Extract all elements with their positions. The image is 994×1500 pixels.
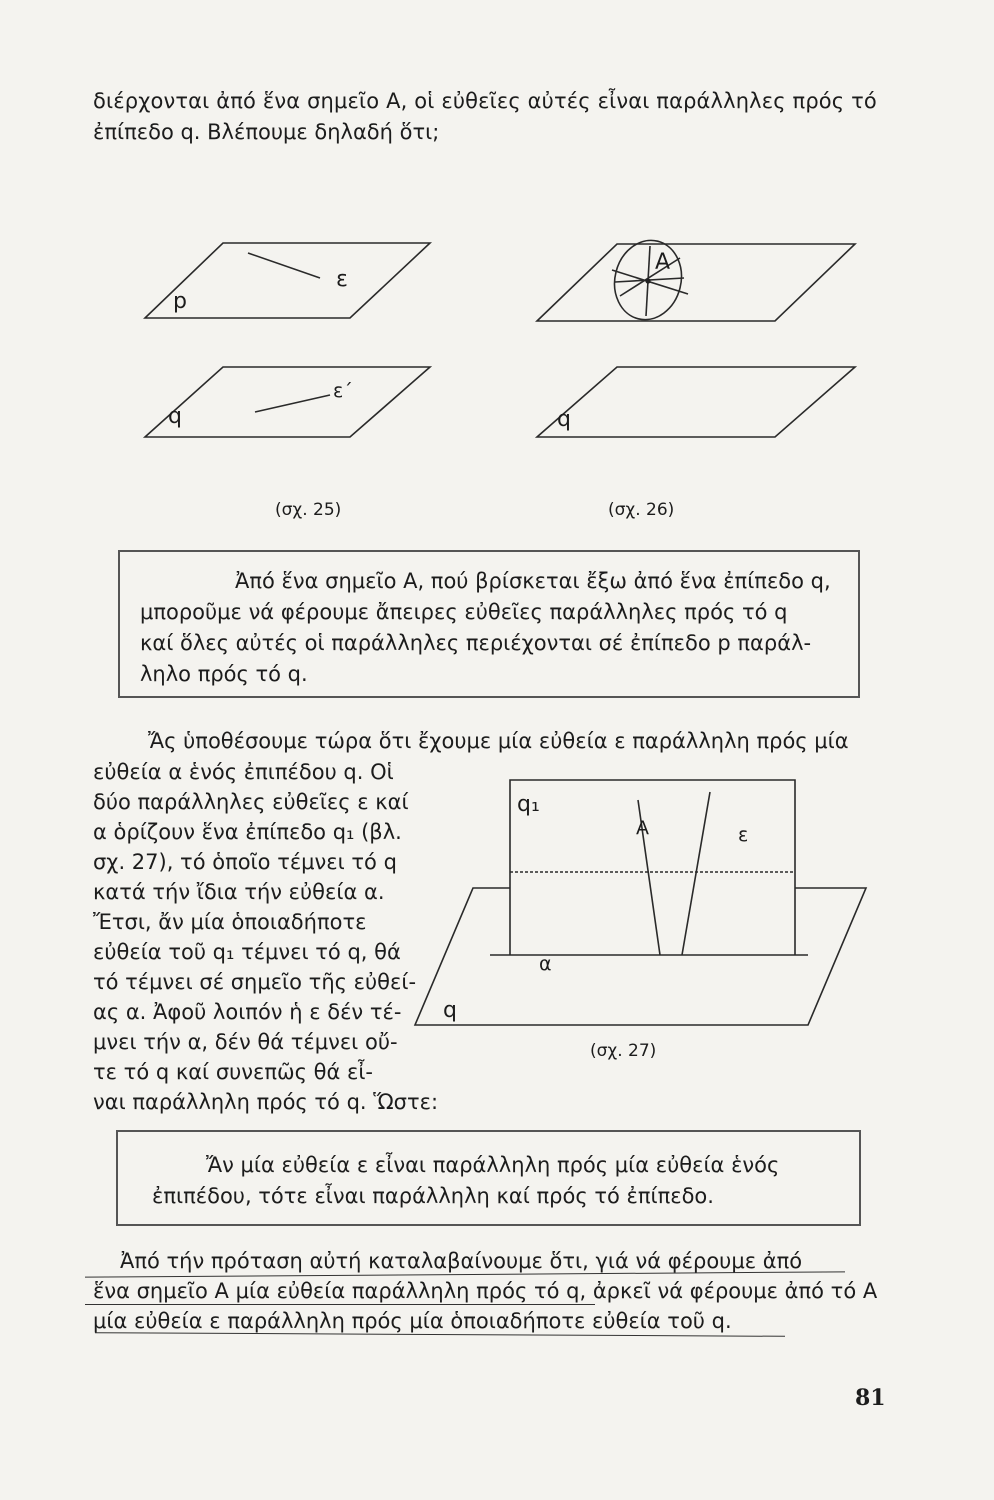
fig26-point-A [645,278,650,283]
fig27-plane-q1 [510,780,795,955]
fig26-label-q: q [557,407,571,432]
para2-line-1: εὐθεία α ἑνός ἐπιπέδου q. Οἱ [93,760,394,784]
box1-line-3: καί ὅλες αὐτές οἱ παράλληλες περιέχονται σέ ἐπίπεδο p παράλ- [140,631,812,655]
box1-line-2: μποροῦμε νά φέρουμε ἄπειρες εὐθεῖες παράλληλες πρός τό q [140,600,788,624]
fig27-label-e: ε [738,824,749,846]
para2-line-9: ας α. Ἀφοῦ λοιπόν ἡ ε δέν τέ- [93,1000,402,1024]
theorem-box-2 [116,1130,861,1226]
fig26-line-2 [620,258,680,296]
para2-line-7: εὐθεία τοῦ q₁ τέμνει τό q, θά [93,940,401,964]
para2-line-11: τε τό q καί συνεπῶς θά εἶ- [93,1060,374,1084]
para2-line-10: μνει τήν α, δέν θά τέμνει οὔ- [93,1030,398,1054]
para2-line-2: δύο παράλληλες εὐθεῖες ε καί [93,790,409,814]
box2-line-1: Ἄν μία εὐθεία ε εἶναι παράλληλη πρός μία εὐθεία ἑνός [206,1153,780,1177]
fig25-caption: (σχ. 25) [275,500,342,520]
fig27-label-q: q [443,998,457,1023]
box1-line-4: ληλο πρός τό q. [140,662,308,686]
fig25-line-e2 [255,395,330,412]
fig25-label-e2: ε΄ [333,380,353,402]
fig27-plane-q [415,888,866,1025]
box1-line-1: Ἀπό ἕνα σημεῖο Α, πού βρίσκεται ἔξω ἀπό ἕνα ἐπίπεδο q, [235,569,831,593]
fig26-plane-q [537,367,855,437]
fig25-label-q: q [168,404,182,429]
box2-line-2: ἐπιπέδου, τότε εἶναι παράλληλη καί πρός τό ἐπίπεδο. [152,1184,714,1208]
theorem-box-1 [118,550,860,698]
fig25-label-p: p [173,289,187,314]
fig27-line-e [682,792,710,955]
para2-line-6: Ἔτσι, ἄν μία ὁποιαδήποτε [93,910,367,934]
fig26-caption: (σχ. 26) [608,500,675,520]
intro-line-1: διέρχονται ἀπό ἕνα σημεῖο Α, οἱ εὐθεῖες αὐτές εἶναι παράλληλες πρός τό [93,89,877,113]
para2-last-line: ναι παράλληλη πρός τό q. Ὥστε: [93,1090,439,1114]
fig27-label-A: Α [636,817,649,839]
para2-line-4: σχ. 27), τό ὁποῖο τέμνει τό q [93,850,397,874]
page-number: 81 [855,1385,886,1411]
fig26-plane-p [537,244,855,321]
fig27-label-a: α [539,953,552,975]
para2-line-3: α ὁρίζουν ἕνα ἐπίπεδο q₁ (βλ. [93,820,402,844]
fig25-plane-q [145,367,430,437]
para2-first-line: Ἄς ὑποθέσουμε τώρα ὅτι ἔχουμε μία εὐθεία ε παράλληλη πρός μία [148,729,849,753]
fig25-line-e [248,253,320,278]
fig27-label-q1: q₁ [517,792,540,817]
para3-line-1: Ἀπό τήν πρόταση αὐτή καταλαβαίνουμε ὅτι, γιά νά φέρουμε ἀπό [120,1249,803,1273]
fig25-label-e: ε [336,267,348,292]
intro-line-2: ἐπίπεδο q. Βλέπουμε δηλαδή ὅτι; [93,120,440,144]
fig25-plane-p [145,243,430,318]
fig27-caption: (σχ. 27) [590,1041,657,1061]
para2-line-8: τό τέμνει σέ σημεῖο τῆς εὐθεί- [93,970,417,994]
para3-line-3: μία εὐθεία ε παράλληλη πρός μία ὁποιαδήποτε εὐθεία τοῦ q. [93,1309,732,1333]
para3-line-2: ἕνα σημεῖο Α μία εὐθεία παράλληλη πρός τό q, ἀρκεῖ νά φέρουμε ἀπό τό Α [93,1279,878,1303]
pen-underline-2 [85,1304,595,1305]
fig26-label-A: Α [655,250,671,275]
para2-line-5: κατά τήν ἴδια τήν εὐθεία α. [93,880,385,904]
